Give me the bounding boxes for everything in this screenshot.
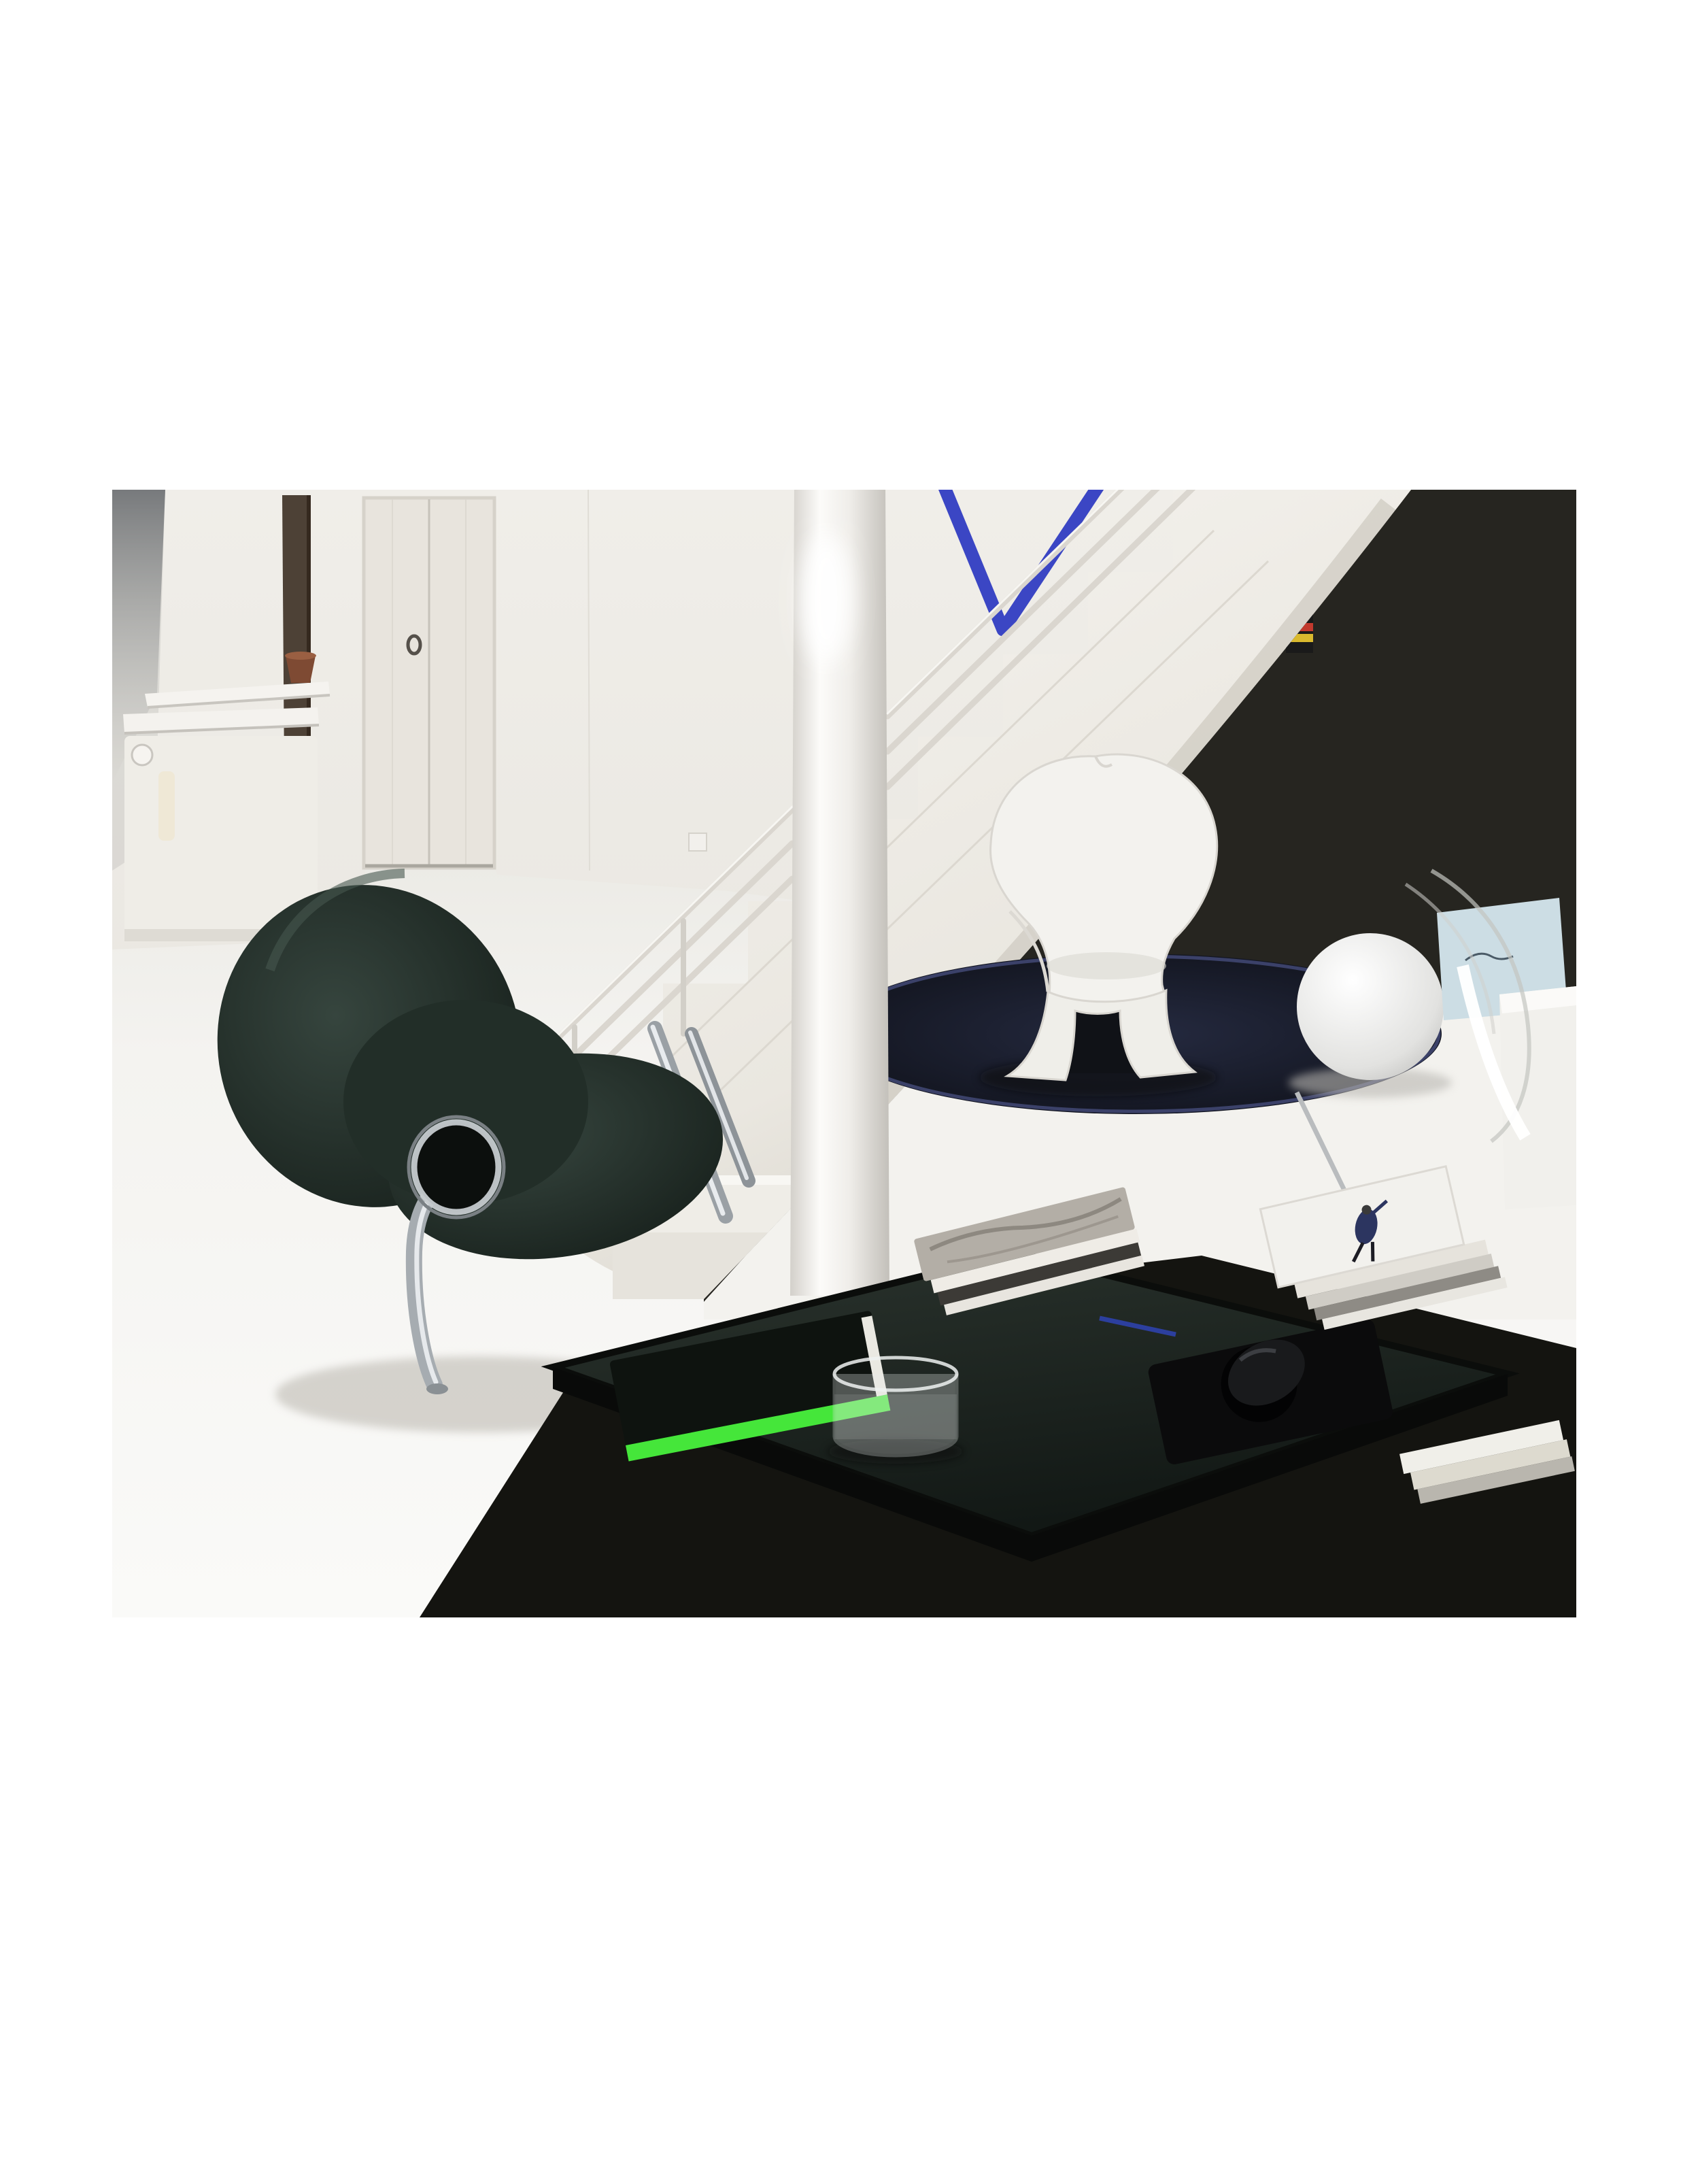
interior-photo: [112, 490, 1576, 1617]
chair-mouth: [409, 1117, 504, 1217]
photo-caption: [114, 439, 157, 460]
column-highlight: [800, 534, 852, 663]
column: [790, 490, 889, 1296]
light-switch: [689, 833, 707, 851]
double-door: [364, 498, 494, 868]
photo-illustration: [112, 490, 1576, 1617]
